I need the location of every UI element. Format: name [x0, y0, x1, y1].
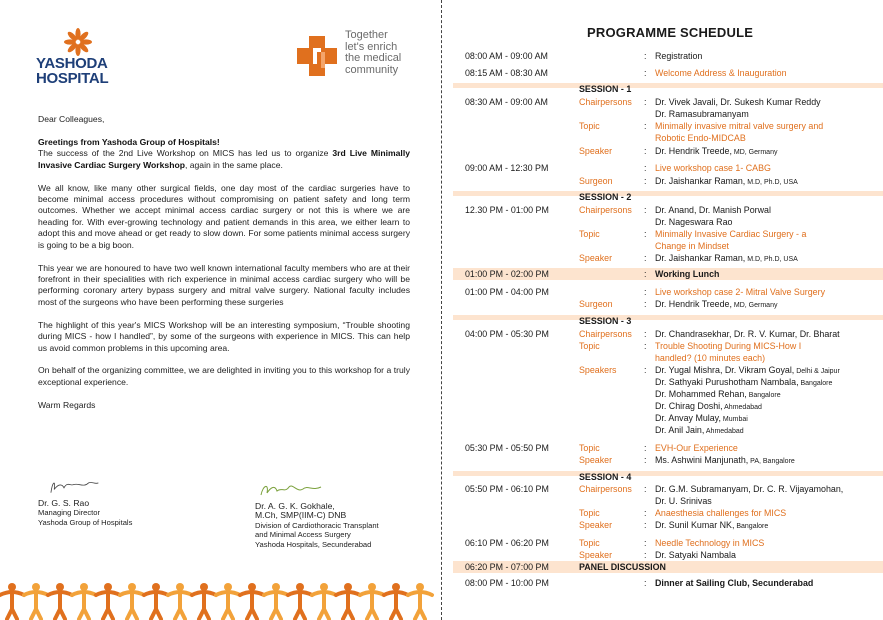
detail-value: Live workshop case 2- Mitral Valve Surgery — [655, 287, 826, 297]
separator: : — [644, 578, 647, 588]
detail-value: Needle Technology in MICS — [655, 538, 765, 548]
detail-value: Anaesthesia challenges for MICS — [655, 508, 787, 518]
person-figure — [0, 583, 24, 619]
tagline-line: the medical — [345, 52, 402, 64]
signatory-division: Division of Cardiothoracic Transplant — [255, 520, 379, 530]
role-label: Chairpersons — [579, 205, 632, 215]
role-label: Chairpersons — [579, 329, 632, 339]
detail-text — [655, 455, 879, 468]
session-band — [453, 83, 883, 88]
separator: : — [644, 146, 647, 156]
detail-text — [655, 538, 879, 550]
detail-value: Dr. Ramasubramanyam — [655, 109, 749, 119]
session-band — [453, 191, 883, 196]
person-figure — [384, 583, 408, 619]
detail-value: Dr. Vivek Javali, Dr. Sukesh Kumar Reddy — [655, 97, 821, 107]
detail-value: Dr. U. Srinivas — [655, 496, 712, 506]
signatory-name: Dr. G. S. Rao — [38, 497, 90, 508]
separator: : — [644, 365, 647, 375]
letter-paragraph-1 — [38, 137, 410, 171]
detail-text — [655, 365, 879, 378]
schedule-page — [445, 0, 883, 620]
brand-name-line1: YASHODA — [36, 55, 108, 72]
detail-text — [655, 401, 879, 414]
detail-value: Ms. Ashwini Manjunath, — [655, 455, 749, 465]
signature-scribble — [255, 481, 325, 499]
affiliation: M.D, Ph.D, USA — [745, 179, 798, 186]
detail-value: Dr. Anil Jain, — [655, 425, 705, 435]
role-label: Surgeon — [579, 176, 613, 186]
yashoda-flower-logo-icon — [57, 28, 99, 56]
time-slot: 05:30 PM - 05:50 PM — [465, 443, 549, 453]
detail-text — [655, 109, 879, 121]
tagline-text — [345, 30, 445, 76]
signature-scribble — [38, 478, 108, 496]
affiliation: Bangalore — [746, 392, 781, 399]
affiliation: Delhi & Jaipur — [794, 368, 840, 375]
person-figure — [216, 583, 240, 619]
detail-value: Dr. Sunil Kumar NK, — [655, 520, 735, 530]
detail-text — [655, 269, 879, 281]
detail-value: Dr. Yugal Mishra, Dr. Vikram Goyal, — [655, 365, 795, 375]
person-figure — [72, 583, 96, 619]
separator: : — [644, 455, 647, 465]
detail-value: Dinner at Sailing Club, Secunderabad — [655, 578, 814, 588]
detail-text — [655, 377, 879, 390]
affiliation: MD, Germany — [731, 302, 778, 309]
role-label: Topic — [579, 121, 600, 131]
role-label: Surgeon — [579, 299, 613, 309]
schedule-title: PROGRAMME SCHEDULE — [587, 25, 754, 40]
detail-value: Dr. G.M. Subramanyam, Dr. C. R. Vijayamohan, — [655, 484, 844, 494]
separator: : — [644, 341, 647, 351]
people-chain-icon — [0, 575, 440, 620]
affiliation: Bangalore — [798, 380, 833, 387]
session-band — [453, 315, 883, 320]
person-figure — [240, 583, 264, 619]
person-figure — [96, 583, 120, 619]
detail-text — [655, 68, 879, 80]
signatory-org: Yashoda Group of Hospitals — [38, 517, 133, 527]
detail-text — [655, 508, 879, 520]
role-label: Speakers — [579, 365, 617, 375]
person-figure — [408, 583, 432, 619]
separator: : — [644, 508, 647, 518]
role-label: Speaker — [579, 455, 613, 465]
detail-text — [655, 176, 879, 189]
separator: : — [644, 538, 647, 548]
detail-text — [655, 146, 879, 159]
person-figure — [264, 583, 288, 619]
time-slot: 01:00 PM - 02:00 PM — [465, 269, 549, 279]
separator: : — [644, 253, 647, 263]
detail-text — [655, 425, 879, 438]
detail-text — [655, 241, 879, 253]
role-label: Chairpersons — [579, 484, 632, 494]
separator: : — [644, 520, 647, 530]
time-slot: 06:10 PM - 06:20 PM — [465, 538, 549, 548]
separator: : — [644, 269, 647, 279]
detail-value: Dr. Mohammed Rehan, — [655, 389, 747, 399]
detail-text — [655, 341, 879, 353]
detail-text — [655, 229, 879, 241]
detail-value: Live workshop case 1- CABG — [655, 163, 771, 173]
separator: : — [644, 97, 647, 107]
detail-text — [655, 299, 879, 312]
detail-value: Robotic Endo-MIDCAB — [655, 133, 746, 143]
detail-text — [655, 287, 879, 299]
detail-value: Dr. Nageswara Rao — [655, 217, 733, 227]
role-label: Topic — [579, 341, 600, 351]
detail-text — [655, 205, 879, 217]
separator: : — [644, 484, 647, 494]
detail-text — [655, 443, 879, 455]
detail-value: Dr. Hendrik Treede, — [655, 146, 732, 156]
detail-text — [655, 413, 879, 426]
brand-name-line2: HOSPITAL — [36, 70, 109, 87]
p1-text-pre: The success of the 2nd Live Workshop on MICS has led us to organize — [38, 148, 333, 159]
session-heading: SESSION - 2 — [579, 192, 632, 202]
signature-block-2 — [255, 481, 379, 550]
detail-value: Dr. Satyaki Nambala — [655, 550, 736, 560]
tagline-line: Together — [345, 29, 388, 41]
separator: : — [644, 443, 647, 453]
greeting-heading: Greetings from Yashoda Group of Hospitals! — [38, 136, 220, 147]
detail-text — [655, 353, 879, 365]
letter-page — [0, 0, 440, 620]
role-label: Chairpersons — [579, 97, 632, 107]
detail-value: Dr. Anvay Mulay, — [655, 413, 721, 423]
detail-value: Dr. Hendrik Treede, — [655, 299, 732, 309]
detail-value: Welcome Address & Inauguration — [655, 68, 787, 78]
person-figure — [168, 583, 192, 619]
affiliation: Mumbai — [720, 416, 748, 423]
role-label: Topic — [579, 229, 600, 239]
tagline-line: let's enrich — [345, 40, 398, 53]
letter-paragraph-3: This year we are honoured to have two well known international faculty members who are at their forefront in their specialities with rich experience in minimal access cardiac surgery who will be performing coronary artery bypass surgery and mitral valve surgery. National faculty includes most of the surgeons who have been performing these surgeries — [38, 262, 410, 307]
detail-value: Dr. Jaishankar Raman, — [655, 176, 746, 186]
separator: : — [644, 121, 647, 131]
workshop-name: 3rd Live Minimally Invasive Cardiac Surgery Workshop — [38, 148, 410, 170]
affiliation: Ahmedabad — [722, 404, 762, 411]
separator: : — [644, 299, 647, 309]
signatory-name: Dr. A. G. K. Gokhale, — [255, 500, 335, 511]
time-slot: 08:00 AM - 09:00 AM — [465, 51, 548, 61]
person-figure — [48, 583, 72, 619]
page-divider — [441, 0, 442, 620]
time-slot: 09:00 AM - 12:30 PM — [465, 163, 549, 173]
separator: : — [644, 68, 647, 78]
detail-text — [655, 253, 879, 266]
detail-value: EVH-Our Experience — [655, 443, 738, 453]
detail-text — [655, 217, 879, 229]
person-figure — [192, 583, 216, 619]
time-slot: 08:30 AM - 09:00 AM — [465, 97, 548, 107]
session-heading: SESSION - 3 — [579, 316, 632, 326]
detail-text — [655, 520, 879, 533]
detail-value: Dr. Anand, Dr. Manish Porwal — [655, 205, 771, 215]
separator: : — [644, 205, 647, 215]
closing: Warm Regards — [38, 399, 96, 410]
session-heading: SESSION - 4 — [579, 472, 632, 482]
role-label: Speaker — [579, 146, 613, 156]
affiliation: Ahmedabad — [704, 428, 744, 435]
signatory-org: Yashoda Hospitals, Secunderabad — [255, 539, 372, 549]
separator: : — [644, 550, 647, 560]
yashoda-logo — [36, 28, 126, 86]
detail-text — [655, 97, 879, 109]
p1-text-post: , again in the same place. — [184, 159, 283, 170]
time-slot: 04:00 PM - 05:30 PM — [465, 329, 549, 339]
role-label: Topic — [579, 508, 600, 518]
time-slot: 08:00 PM - 10:00 PM — [465, 578, 549, 588]
detail-value: Trouble Shooting During MICS-How I — [655, 341, 802, 351]
role-label: Topic — [579, 443, 600, 453]
detail-value: handled? (10 minutes each) — [655, 353, 766, 363]
time-slot: 06:20 PM - 07:00 PM — [465, 562, 549, 572]
session-heading: PANEL DISCUSSION — [579, 562, 666, 572]
orange-cross-logo-icon — [295, 34, 339, 78]
detail-value: Working Lunch — [655, 269, 720, 279]
time-slot: 01:00 PM - 04:00 PM — [465, 287, 549, 297]
letter-paragraph-5: On behalf of the organizing committee, we are delighted in inviting you to this workshop for a truly exceptional experience. — [38, 365, 410, 387]
detail-text — [655, 329, 879, 341]
person-figure — [312, 583, 336, 619]
detail-text — [655, 163, 879, 175]
person-figure — [144, 583, 168, 619]
role-label: Speaker — [579, 520, 613, 530]
separator: : — [644, 176, 647, 186]
signatory-title: Managing Director — [38, 508, 101, 518]
detail-text — [655, 496, 879, 508]
detail-value: Registration — [655, 51, 703, 61]
letter-paragraph-4: The highlight of this year's MICS Workshop will be an interesting symposium, “Trouble shooting during MICS - how I handled”, by some of the surgeons with experience in MICS. This can help us avoid common problems in this upcoming area. — [38, 319, 410, 353]
detail-value: Change in Mindset — [655, 241, 730, 251]
detail-text — [655, 578, 879, 590]
time-slot: 12.30 PM - 01:00 PM — [465, 205, 549, 215]
separator: : — [644, 329, 647, 339]
detail-value: Dr. Chandrasekhar, Dr. R. V. Kumar, Dr. Bharat — [655, 329, 840, 339]
separator: : — [644, 51, 647, 61]
detail-text — [655, 121, 879, 133]
letter-body — [38, 114, 410, 423]
signatory-degree: M.Ch, SMP(IIM-C) DNB — [255, 510, 347, 521]
detail-text — [655, 550, 879, 562]
time-slot: 05:50 PM - 06:10 PM — [465, 484, 549, 494]
tagline-line: community — [345, 63, 399, 76]
affiliation: M.D, Ph.D, USA — [745, 256, 798, 263]
role-label: Topic — [579, 538, 600, 548]
person-figure — [120, 583, 144, 619]
detail-value: Dr. Chirag Doshi, — [655, 401, 723, 411]
separator: : — [644, 229, 647, 239]
detail-text — [655, 389, 879, 402]
detail-value: Minimally Invasive Cardiac Surgery - a — [655, 229, 807, 239]
session-heading: SESSION - 1 — [579, 84, 632, 94]
role-label: Speaker — [579, 253, 613, 263]
signatory-division-2: and Minimal Access Surgery — [255, 530, 351, 540]
salutation: Dear Colleagues, — [38, 114, 105, 124]
role-label: Speaker — [579, 550, 613, 560]
time-slot: 08:15 AM - 08:30 AM — [465, 68, 548, 78]
separator: : — [644, 163, 647, 173]
person-figure — [288, 583, 312, 619]
separator: : — [644, 287, 647, 297]
detail-value: Minimally invasive mitral valve surgery and — [655, 121, 824, 131]
session-band — [453, 471, 883, 476]
detail-text — [655, 484, 879, 496]
signature-block-1 — [38, 478, 132, 527]
detail-value: Dr. Jaishankar Raman, — [655, 253, 746, 263]
person-figure — [24, 583, 48, 619]
person-figure — [360, 583, 384, 619]
detail-text — [655, 133, 879, 145]
detail-value: Dr. Sathyaki Purushotham Nambala, — [655, 377, 799, 387]
letter-paragraph-2: We all know, like many other surgical fields, one day most of the cardiac surgeries have to become minimal access procedures without compromising on patient safety and long term outcomes. Whether we accept minimal access cardiac surgery or not this is where we are heading for. With ever-growing technology and patient demands in this area, we either learn to adopt this and move ahead or get ready to slow down. For some patients minimal access surgery is going to be a big boon. — [38, 182, 410, 250]
affiliation: PA, Bangalore — [748, 458, 795, 465]
affiliation: MD, Germany — [731, 149, 778, 156]
detail-text — [655, 51, 879, 63]
person-figure — [336, 583, 360, 619]
affiliation: Bangalore — [734, 523, 769, 530]
